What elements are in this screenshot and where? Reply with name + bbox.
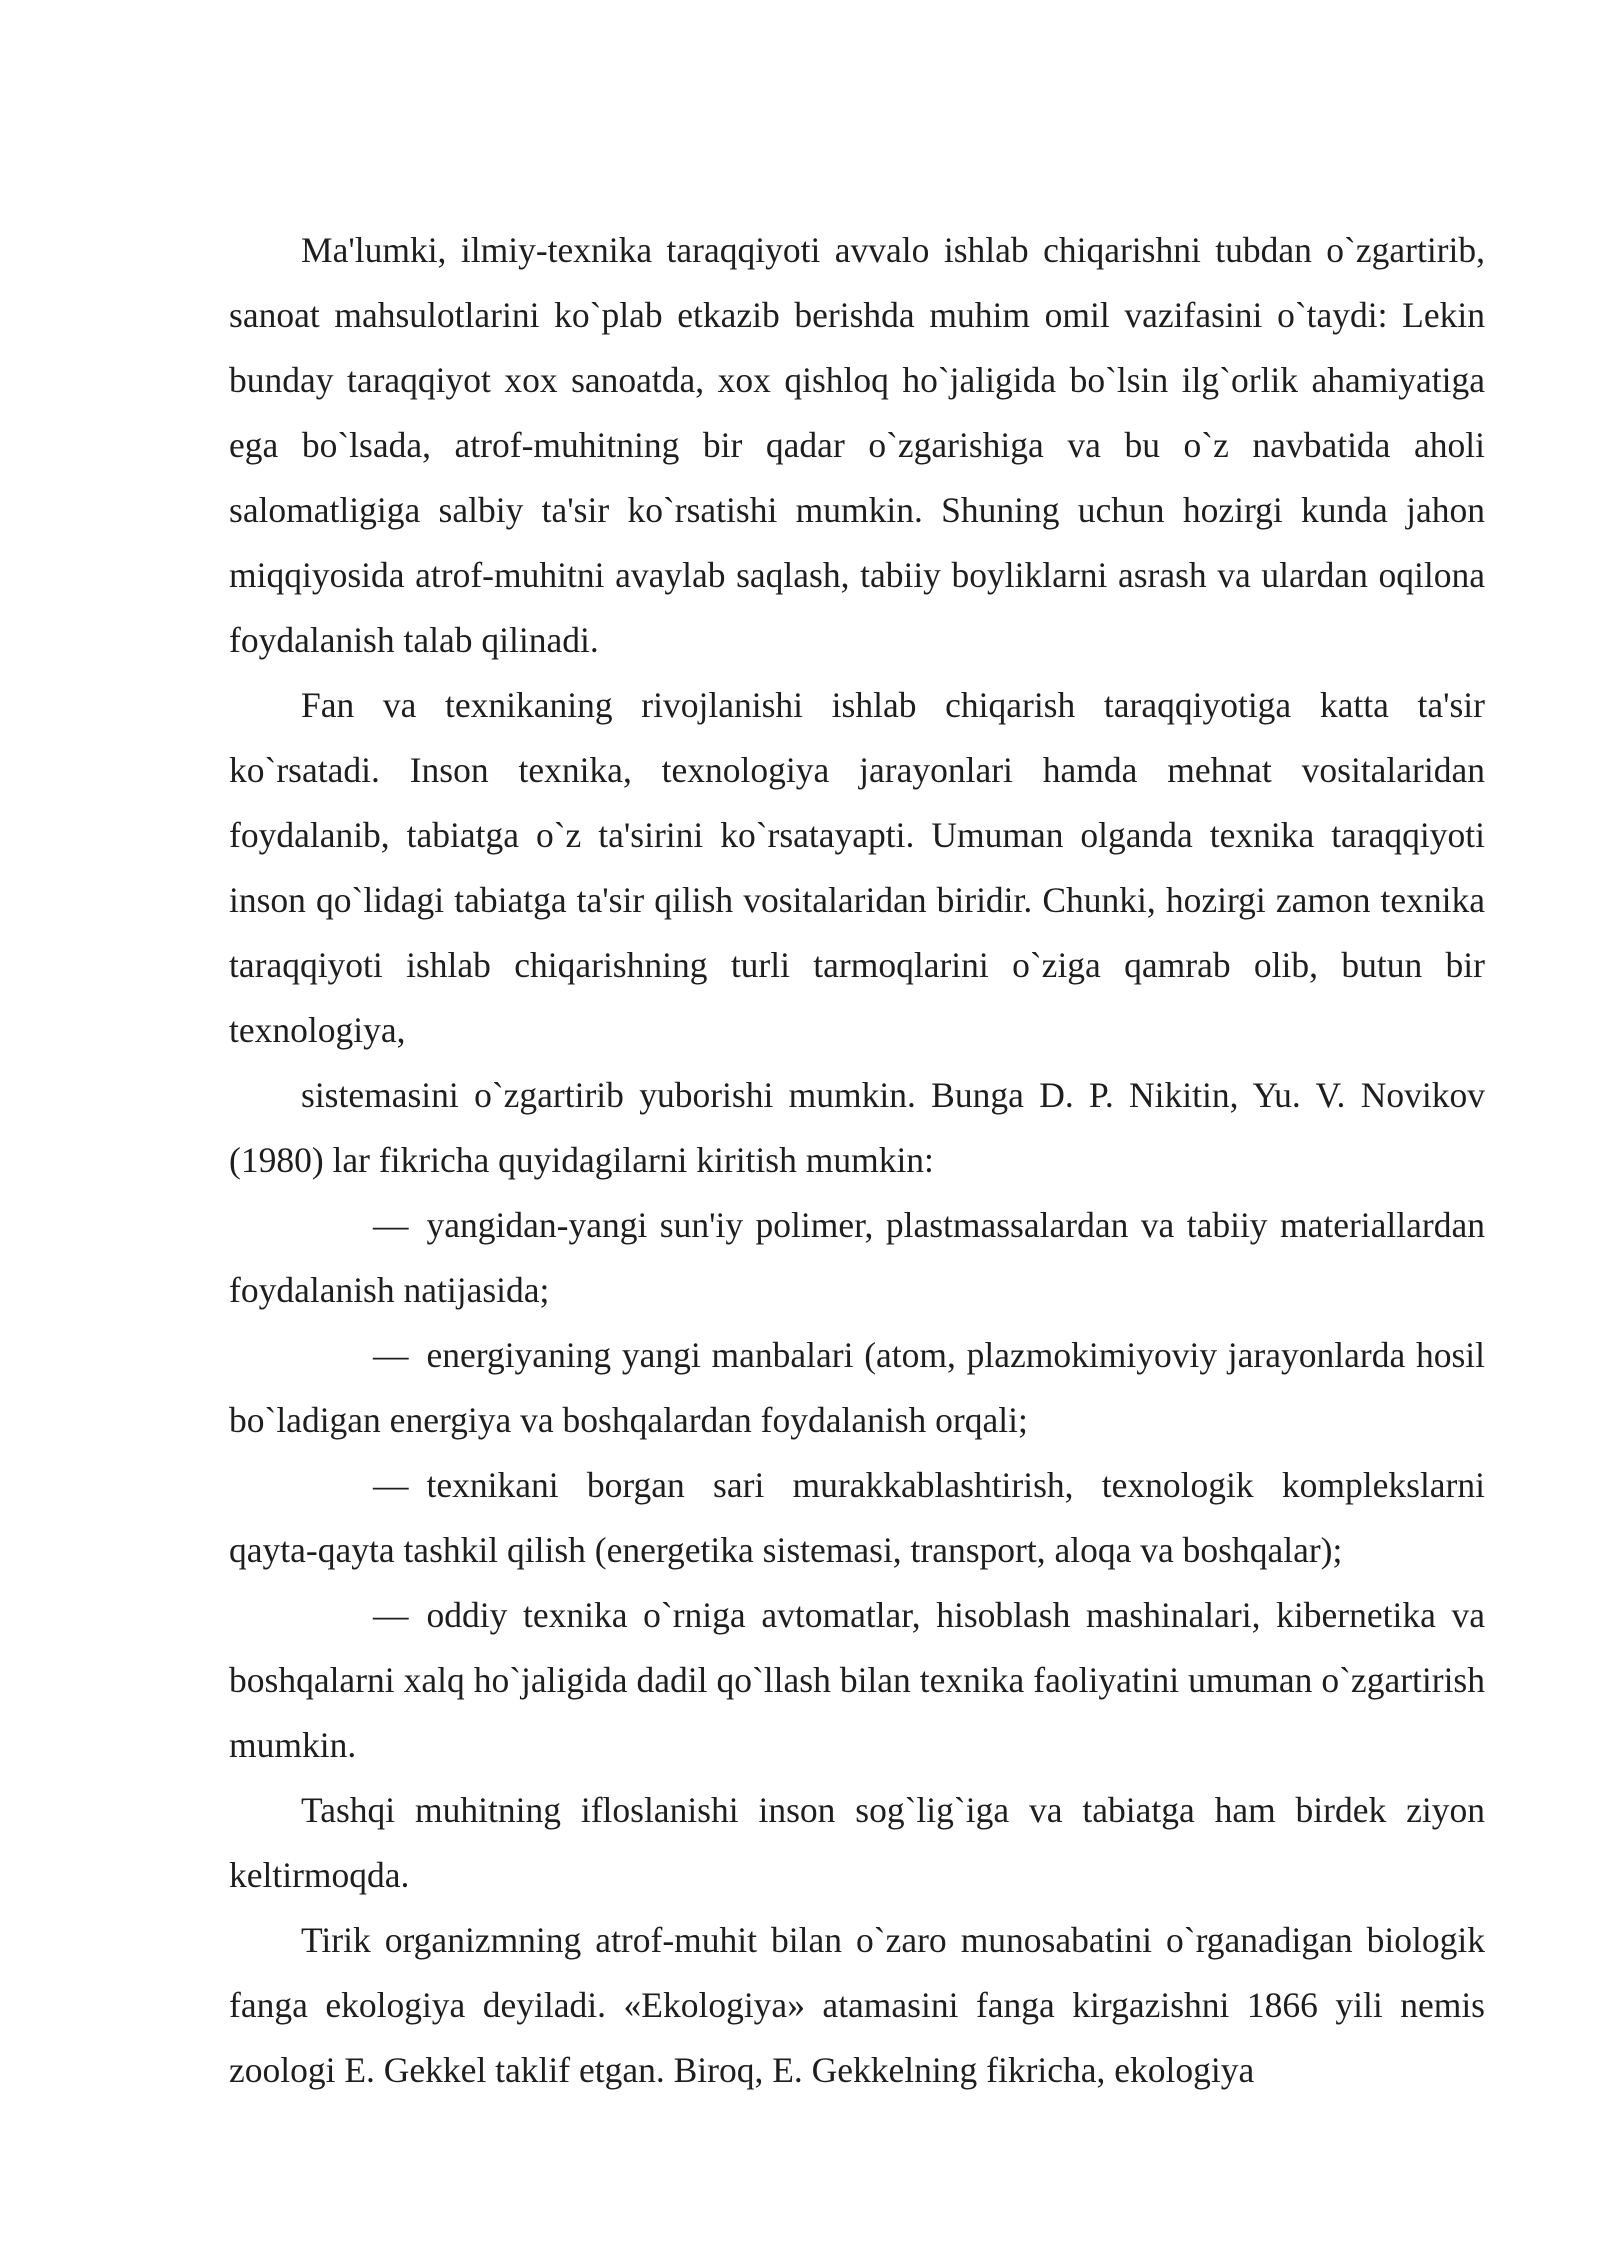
list-item	[229, 1323, 1485, 1453]
dash-marker: —	[373, 1595, 409, 1635]
list-item	[229, 1453, 1485, 1583]
paragraph-nikitin: sistemasini o`zgartirib yuborishi mumkin. Bunga D. P. Nikitin, Yu. V. Novikov (1980) lar fikricha quyidagilarni kiritish mumkin:	[229, 1075, 1485, 1180]
paragraph-pollution: Tashqi muhitning ifloslanishi inson sog`lig`iga va tabiatga ham birdek ziyon keltirmoqda.	[229, 1790, 1485, 1895]
paragraph-ecology: Tirik organizmning atrof-muhit bilan o`zaro munosabatini o`rganadigan biologik fanga ekologiya deyiladi. «Ekologiya» atamasini fanga kirgazishni 1866 yili nemis zoologi E. Gekkel taklif etgan. Biroq, E. Gekkelning fikricha, ekologiya	[229, 1920, 1485, 2090]
dash-marker: —	[373, 1205, 409, 1245]
list-item	[229, 1193, 1485, 1323]
list-item-text: texnikani borgan sari murakkablashtirish, texnologik komplekslarni qayta-qayta tashkil qilish (energetika sistemasi, transport, aloqa va boshqalar);	[229, 1465, 1485, 1570]
list-item	[229, 1583, 1485, 1778]
dash-marker: —	[373, 1335, 409, 1375]
list-item-text: energiyaning yangi manbalari (atom, plazmokimiyoviy jarayonlarda hosil bo`ladigan energiya va boshqalardan foydalanish orqali;	[229, 1335, 1485, 1440]
paragraph-intro: Ma'lumki, ilmiy-texnika taraqqiyoti avvalo ishlab chiqarishni tubdan o`zgartirib, sanoat mahsulotlarini ko`plab etkazib berishda muhim omil vazifasini o`taydi: Lekin bunday taraqqiyot xox sanoatda, xox qishloq ho`jaligida bo`lsin ilg`orlik ahamiyatiga ega bo`lsada, atrof-muhitning bir qadar o`zgarishiga va bu o`z navbatida aholi salomatligiga salbiy ta'sir ko`rsatishi mumkin. Shuning uchun hozirgi kunda jahon miqqiyosida atrof-muhitni avaylab saqlash, tabiiy boyliklarni asrash va ulardan oqilona foydalanish talab qilinadi.	[229, 230, 1485, 660]
list-item-text: yangidan-yangi sun'iy polimer, plastmassalardan va tabiiy materiallardan foydalanish natijasida;	[229, 1205, 1485, 1310]
dash-marker: —	[373, 1465, 409, 1505]
list-item-text: oddiy texnika o`rniga avtomatlar, hisoblash mashinalari, kibernetika va boshqalarni xalq ho`jaligida dadil qo`llash bilan texnika faoliyatini umuman o`zgartirish mumkin.	[229, 1595, 1485, 1765]
paragraph-technology: Fan va texnikaning rivojlanishi ishlab chiqarish taraqqiyotiga katta ta'sir ko`rsatadi. Inson texnika, texnologiya jarayonlari hamda mehnat vositalaridan foydalanib, tabiatga o`z ta'sirini ko`rsatayapti. Umuman olganda texnika taraqqiyoti inson qo`lidagi tabiatga ta'sir qilish vositalaridan biridir. Chunki, hozirgi zamon texnika taraqqiyoti ishlab chiqarishning turli tarmoqlarini o`ziga qamrab olib, butun bir texnologiya,	[229, 685, 1485, 1050]
body-text	[229, 218, 1485, 2103]
